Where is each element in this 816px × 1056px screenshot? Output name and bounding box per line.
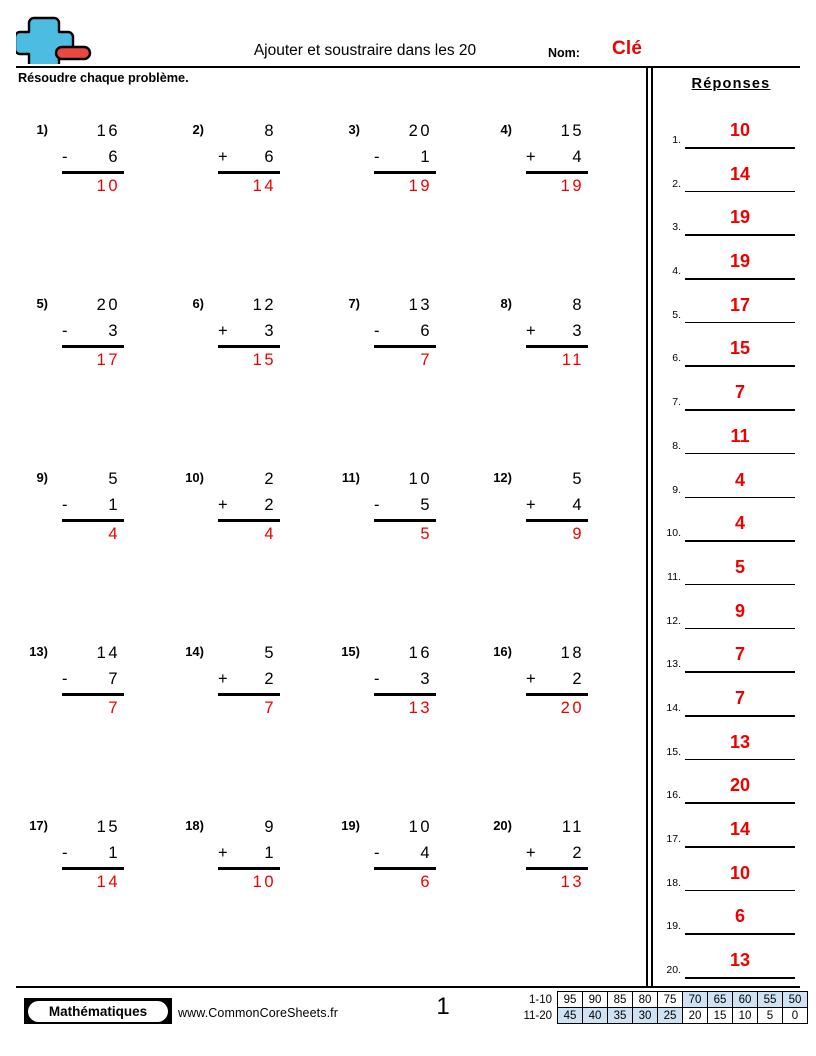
problem-top-operand: 15 xyxy=(560,122,584,140)
answer-row xyxy=(653,334,816,378)
answer-row xyxy=(653,728,816,772)
answer-number: 19. xyxy=(666,920,681,933)
answer-value[interactable]: 10 xyxy=(729,120,751,140)
answer-number: 15. xyxy=(666,745,681,758)
problem-item xyxy=(170,292,320,392)
score-cell: 70 xyxy=(683,992,708,1008)
problem-operator: + xyxy=(526,496,536,514)
score-cell: 90 xyxy=(583,992,608,1008)
score-cell: 50 xyxy=(783,992,808,1008)
answer-blank-line xyxy=(685,540,795,542)
answer-row xyxy=(653,946,816,990)
problem-stack xyxy=(368,640,446,721)
score-cell: 35 xyxy=(608,1008,633,1024)
problem-item xyxy=(14,814,164,914)
problem-bottom-operand: 4 xyxy=(572,148,584,166)
footer-divider xyxy=(16,986,800,988)
problem-operator: + xyxy=(218,496,228,514)
answer-row xyxy=(653,203,816,247)
problem-bottom-operand: 5 xyxy=(420,496,432,514)
answer-row xyxy=(653,378,816,422)
problem-answer[interactable]: 11 xyxy=(561,351,584,369)
answer-value[interactable]: 17 xyxy=(729,294,751,315)
problem-bottom-row xyxy=(56,666,134,692)
name-value: Clé xyxy=(612,38,643,59)
answer-blank-line xyxy=(685,628,795,630)
problem-number: 16) xyxy=(493,644,512,659)
answer-row xyxy=(653,466,816,510)
problem-top-operand: 16 xyxy=(408,644,432,662)
answer-value[interactable]: 4 xyxy=(734,513,745,534)
problem-bottom-operand: 2 xyxy=(264,496,276,514)
problem-item xyxy=(478,466,628,566)
problem-stack xyxy=(212,640,290,721)
problem-grid xyxy=(0,118,646,988)
problem-stack xyxy=(520,814,598,895)
score-cell: 55 xyxy=(758,992,783,1008)
answer-number: 17. xyxy=(666,833,681,845)
answer-blank-line xyxy=(685,322,795,324)
problem-operator: + xyxy=(218,670,228,688)
problem-bottom-operand: 6 xyxy=(264,148,276,166)
problem-top-operand: 11 xyxy=(561,818,584,836)
answer-blank-line xyxy=(685,278,795,280)
problem-stack xyxy=(520,640,598,721)
problem-top-operand: 12 xyxy=(252,296,276,314)
divider-line-left xyxy=(646,68,648,986)
score-cell: 95 xyxy=(558,992,583,1008)
problem-answer[interactable]: 13 xyxy=(560,873,584,891)
answer-blank-line xyxy=(685,191,795,193)
problem-operator: + xyxy=(526,322,536,340)
problem-top-operand: 16 xyxy=(96,122,120,140)
score-cell: 25 xyxy=(658,1008,683,1024)
problem-number: 1) xyxy=(36,122,48,137)
problem-answer[interactable]: 10 xyxy=(252,873,276,891)
problem-number: 3) xyxy=(348,122,360,137)
problem-bottom-row xyxy=(56,144,134,170)
answer-blank-line xyxy=(685,584,795,586)
problem-operator: - xyxy=(374,844,380,862)
problem-item xyxy=(478,118,628,218)
answer-blank-line xyxy=(685,671,795,673)
answer-value[interactable]: 4 xyxy=(734,469,745,490)
score-table-row xyxy=(508,992,808,1008)
problem-bottom-row xyxy=(212,318,290,344)
problem-number: 19) xyxy=(341,818,360,833)
problem-top-operand: 15 xyxy=(96,818,120,836)
answer-row xyxy=(653,116,816,160)
problem-bottom-row xyxy=(368,144,446,170)
answer-blank-line xyxy=(685,890,795,892)
problem-top-operand: 20 xyxy=(96,296,120,314)
answer-blank-line xyxy=(685,933,795,935)
problem-stack xyxy=(520,292,598,373)
answer-value[interactable]: 7 xyxy=(734,382,745,403)
problem-row xyxy=(0,118,646,292)
score-cell: 75 xyxy=(658,992,683,1008)
problem-top-operand: 10 xyxy=(408,818,432,836)
problem-bottom-operand: 7 xyxy=(108,670,120,688)
brand-label: Mathématiques xyxy=(28,1001,168,1022)
problem-answer[interactable]: 5 xyxy=(420,525,432,543)
answer-row xyxy=(653,815,816,859)
problem-answer[interactable]: 9 xyxy=(572,525,584,543)
answer-row xyxy=(653,902,816,946)
problem-bottom-row xyxy=(56,318,134,344)
score-cell: 20 xyxy=(683,1008,708,1024)
problem-stack xyxy=(520,118,598,199)
problem-top-operand: 8 xyxy=(572,296,584,314)
answer-number: 7. xyxy=(672,396,681,409)
answer-number: 2. xyxy=(672,177,681,190)
problem-answer[interactable]: 14 xyxy=(252,177,276,195)
problem-item xyxy=(170,118,320,218)
problem-answer[interactable]: 20 xyxy=(560,699,584,717)
problem-number: 13) xyxy=(29,644,48,659)
problem-number: 12) xyxy=(493,470,512,485)
problem-stack xyxy=(212,466,290,547)
problem-bottom-row xyxy=(212,840,290,866)
answer-row xyxy=(653,597,816,641)
problem-item xyxy=(478,814,628,914)
problem-row xyxy=(0,466,646,640)
problem-top-operand: 10 xyxy=(408,470,432,488)
problem-item xyxy=(14,640,164,740)
answer-blank-line xyxy=(685,802,795,804)
problem-item xyxy=(14,292,164,392)
answer-blank-line xyxy=(685,759,795,761)
answer-value[interactable]: 7 xyxy=(734,687,745,708)
answer-row xyxy=(653,859,816,903)
answer-blank-line xyxy=(685,409,795,411)
problem-top-operand: 2 xyxy=(264,470,276,488)
vertical-divider xyxy=(646,68,653,986)
problem-item xyxy=(170,640,320,740)
problem-row xyxy=(0,814,646,988)
problem-row xyxy=(0,640,646,814)
answer-row xyxy=(653,247,816,291)
problem-bottom-row xyxy=(520,144,598,170)
problem-operator: - xyxy=(62,322,68,340)
problem-item xyxy=(326,814,476,914)
problem-bottom-row xyxy=(520,318,598,344)
score-cell: 60 xyxy=(733,992,758,1008)
problem-number: 14) xyxy=(185,644,204,659)
problem-number: 7) xyxy=(348,296,360,311)
answer-number: 1. xyxy=(672,134,681,146)
answer-value[interactable]: 19 xyxy=(729,251,751,272)
problem-item xyxy=(170,466,320,566)
problem-number: 15) xyxy=(341,644,360,659)
problem-bottom-row xyxy=(520,840,598,866)
answer-value[interactable]: 9 xyxy=(734,600,745,621)
answer-value[interactable]: 6 xyxy=(734,906,745,927)
answer-blank-line xyxy=(685,453,795,455)
answer-number: 9. xyxy=(672,483,681,496)
problem-bottom-row xyxy=(56,492,134,518)
answer-blank-line xyxy=(685,846,795,848)
problem-stack xyxy=(368,466,446,547)
answer-value[interactable]: 19 xyxy=(729,207,751,228)
problem-answer[interactable]: 7 xyxy=(108,699,120,717)
answer-number: 10. xyxy=(666,527,681,540)
problem-number: 9) xyxy=(36,470,48,485)
problem-top-operand: 13 xyxy=(408,296,432,314)
problem-answer[interactable]: 7 xyxy=(420,351,432,369)
score-cell: 45 xyxy=(558,1008,583,1024)
problem-operator: + xyxy=(526,844,536,862)
answer-value[interactable]: 10 xyxy=(729,862,751,883)
problem-top-operand: 14 xyxy=(96,644,120,662)
name-label: Nom: xyxy=(548,46,580,60)
score-cell: 15 xyxy=(708,1008,733,1024)
problem-bottom-operand: 2 xyxy=(264,670,276,688)
problem-operator: + xyxy=(526,148,536,166)
problem-answer[interactable]: 15 xyxy=(252,351,276,369)
problem-stack xyxy=(212,814,290,895)
score-cell: 80 xyxy=(633,992,658,1008)
problem-stack xyxy=(212,118,290,199)
problem-bottom-operand: 1 xyxy=(108,844,120,862)
problem-answer[interactable]: 4 xyxy=(264,525,276,543)
problem-top-operand: 5 xyxy=(572,470,584,488)
answer-blank-line xyxy=(685,497,795,499)
problem-top-operand: 5 xyxy=(264,644,276,662)
problem-number: 18) xyxy=(185,818,204,833)
answer-blank-line xyxy=(685,147,795,149)
problem-item xyxy=(478,640,628,740)
problem-number: 10) xyxy=(185,470,204,485)
score-table-grid xyxy=(508,991,808,1024)
answer-row xyxy=(653,509,816,553)
site-url-link[interactable]: www.CommonCoreSheets.fr xyxy=(178,1006,338,1020)
problem-bottom-row xyxy=(212,492,290,518)
problem-bottom-operand: 1 xyxy=(420,148,432,166)
problem-bottom-operand: 3 xyxy=(572,322,584,340)
problem-stack xyxy=(56,814,134,895)
answer-blank-line xyxy=(685,715,795,717)
problem-bottom-row xyxy=(520,666,598,692)
score-cell: 30 xyxy=(633,1008,658,1024)
problem-bottom-row xyxy=(212,666,290,692)
answer-value[interactable]: 13 xyxy=(729,950,751,971)
problem-top-operand: 9 xyxy=(264,818,276,836)
problem-stack xyxy=(56,292,134,373)
answer-value[interactable]: 7 xyxy=(734,644,745,665)
problem-item xyxy=(326,640,476,740)
problem-row xyxy=(0,292,646,466)
problem-item xyxy=(14,466,164,566)
problem-item xyxy=(14,118,164,218)
instructions-text: Résoudre chaque problème. xyxy=(18,71,189,85)
answer-value[interactable]: 5 xyxy=(734,556,745,577)
answer-number: 18. xyxy=(666,876,681,889)
problem-stack xyxy=(56,466,134,547)
problem-stack xyxy=(368,814,446,895)
problem-operator: - xyxy=(62,148,68,166)
plus-minus-icon xyxy=(16,14,94,64)
answer-number: 12. xyxy=(666,614,681,627)
problem-bottom-operand: 6 xyxy=(420,322,432,340)
problem-bottom-row xyxy=(368,666,446,692)
problem-number: 5) xyxy=(36,296,48,311)
problem-bottom-row xyxy=(368,318,446,344)
problem-answer[interactable]: 14 xyxy=(96,873,120,891)
answer-number: 14. xyxy=(666,701,681,714)
answer-key-list xyxy=(653,116,816,990)
problem-item xyxy=(326,466,476,566)
answer-blank-line xyxy=(685,977,795,979)
answer-value[interactable]: 11 xyxy=(730,425,750,446)
score-row-label: 11-20 xyxy=(523,1009,552,1022)
problem-bottom-operand: 2 xyxy=(572,670,584,688)
problem-operator: + xyxy=(218,148,228,166)
problem-number: 2) xyxy=(192,122,204,137)
score-table-row xyxy=(508,1008,808,1024)
answer-row xyxy=(653,160,816,204)
problem-operator: + xyxy=(218,844,228,862)
answer-row xyxy=(653,640,816,684)
problem-number: 4) xyxy=(500,122,512,137)
problem-bottom-row xyxy=(368,492,446,518)
answer-number: 16. xyxy=(666,789,681,802)
answer-key-title: Réponses xyxy=(691,76,771,92)
problem-operator: - xyxy=(374,322,380,340)
answer-number: 20. xyxy=(666,964,681,977)
problem-bottom-row xyxy=(520,492,598,518)
score-cell: 5 xyxy=(758,1008,783,1024)
score-cell: 40 xyxy=(583,1008,608,1024)
problem-answer[interactable]: 6 xyxy=(420,873,432,891)
problem-operator: + xyxy=(218,322,228,340)
score-cell: 10 xyxy=(733,1008,758,1024)
problem-bottom-operand: 1 xyxy=(108,496,120,514)
problem-top-operand: 5 xyxy=(108,470,120,488)
answer-value[interactable]: 13 xyxy=(729,731,751,752)
problem-answer[interactable]: 19 xyxy=(408,177,432,195)
problem-answer[interactable]: 4 xyxy=(108,525,120,543)
answer-row xyxy=(653,684,816,728)
answer-number: 6. xyxy=(672,352,681,365)
problem-bottom-operand: 3 xyxy=(264,322,276,340)
problem-operator: - xyxy=(62,496,68,514)
problem-bottom-row xyxy=(212,144,290,170)
problem-stack xyxy=(520,466,598,547)
problem-bottom-row xyxy=(368,840,446,866)
problem-answer[interactable]: 7 xyxy=(264,699,276,717)
problem-stack xyxy=(56,640,134,721)
answer-blank-line xyxy=(685,365,795,367)
problem-item xyxy=(326,118,476,218)
problem-answer[interactable]: 19 xyxy=(560,177,584,195)
problem-number: 11) xyxy=(341,470,360,485)
problem-number: 20) xyxy=(493,818,512,833)
problem-bottom-operand: 3 xyxy=(420,670,432,688)
problem-number: 6) xyxy=(192,296,204,311)
score-cell: 65 xyxy=(708,992,733,1008)
score-table xyxy=(508,991,808,1024)
problem-operator: - xyxy=(62,844,68,862)
problem-top-operand: 18 xyxy=(560,644,584,662)
problem-number: 17) xyxy=(29,818,48,833)
answer-number: 8. xyxy=(672,439,681,452)
answer-number: 3. xyxy=(672,221,681,234)
score-cell: 0 xyxy=(783,1008,808,1024)
answer-row xyxy=(653,422,816,466)
score-cell: 85 xyxy=(608,992,633,1008)
problem-item xyxy=(170,814,320,914)
problem-top-operand: 8 xyxy=(264,122,276,140)
answer-row xyxy=(653,291,816,335)
problem-bottom-operand: 1 xyxy=(264,844,276,862)
problem-bottom-operand: 6 xyxy=(108,148,120,166)
problem-bottom-operand: 4 xyxy=(420,844,432,862)
answer-row xyxy=(653,553,816,597)
problem-item xyxy=(326,292,476,392)
score-row-label: 1-10 xyxy=(528,993,552,1006)
page-number: 1 xyxy=(436,993,450,1020)
problem-top-operand: 20 xyxy=(408,122,432,140)
problem-bottom-operand: 2 xyxy=(572,844,584,862)
answer-value[interactable]: 20 xyxy=(729,775,751,796)
problem-stack xyxy=(56,118,134,199)
answer-number: 4. xyxy=(672,265,681,278)
answer-blank-line xyxy=(685,234,795,236)
answer-value[interactable]: 14 xyxy=(729,163,751,184)
page-title: Ajouter et soustraire dans les 20 xyxy=(253,42,477,59)
problem-answer[interactable]: 13 xyxy=(408,699,432,717)
problem-item xyxy=(478,292,628,392)
answer-number: 11. xyxy=(667,570,681,583)
problem-operator: + xyxy=(526,670,536,688)
answer-number: 5. xyxy=(672,308,681,321)
answer-row xyxy=(653,771,816,815)
problem-stack xyxy=(368,118,446,199)
answer-number: 13. xyxy=(666,658,681,671)
problem-answer[interactable]: 10 xyxy=(96,177,120,195)
brand-badge xyxy=(24,998,172,1024)
problem-bottom-operand: 3 xyxy=(108,322,120,340)
problem-bottom-operand: 4 xyxy=(572,496,584,514)
problem-operator: - xyxy=(374,148,380,166)
answer-value[interactable]: 14 xyxy=(729,819,751,839)
problem-operator: - xyxy=(62,670,68,688)
problem-stack xyxy=(368,292,446,373)
problem-operator: - xyxy=(374,670,380,688)
problem-number: 8) xyxy=(500,296,512,311)
problem-stack xyxy=(212,292,290,373)
problem-operator: - xyxy=(374,496,380,514)
answer-value[interactable]: 15 xyxy=(729,338,751,359)
problem-answer[interactable]: 17 xyxy=(96,351,120,369)
problem-bottom-row xyxy=(56,840,134,866)
answer-key-panel xyxy=(653,68,816,986)
